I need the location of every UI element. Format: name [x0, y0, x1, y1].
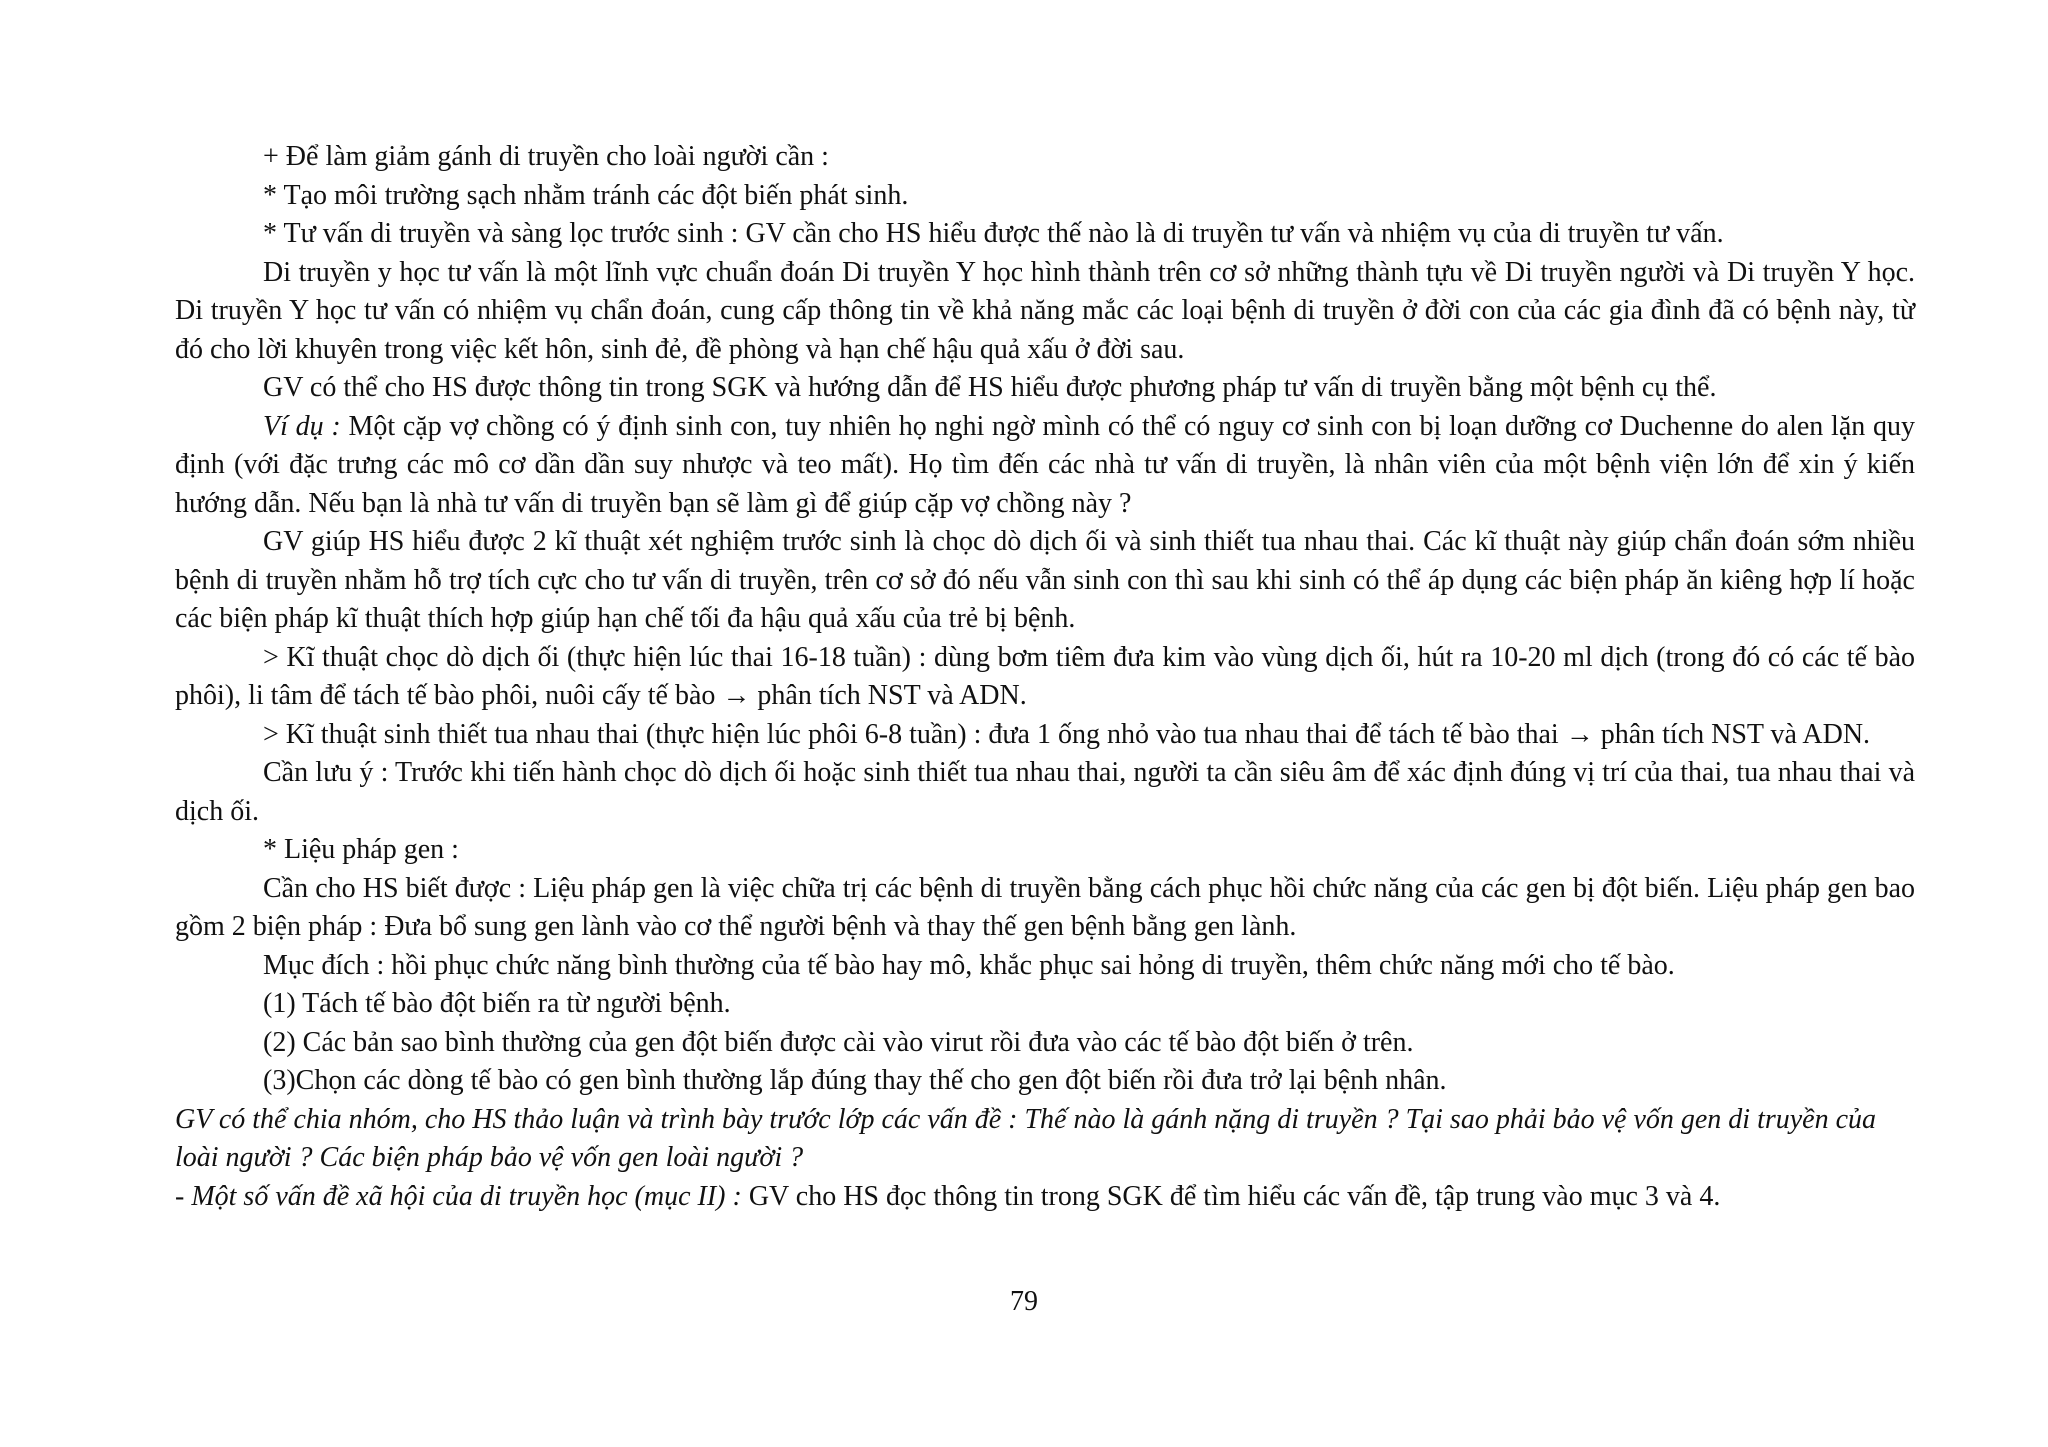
example-text: Một cặp vợ chồng có ý định sinh con, tuy nhiên họ nghi ngờ mình có thể có nguy cơ sinh con bị loạn dưỡng cơ Duchenne do alen lặn quy định (với đặc trưng các mô cơ dần dần suy nhược và teo mất). Họ tìm đến các nhà tư vấn di truyền, là nhân viên của một bệnh viện lớn để xin ý kiến hướng dẫn. Nếu bạn là nhà tư vấn di truyền bạn sẽ làm gì để giúp cặp vợ chồng này ?	[175, 410, 1915, 519]
paragraph-step-3: (3)Chọn các dòng tế bào có gen bình thường lắp đúng thay thế cho gen đột biến rồi đưa trở lại bệnh nhân.	[263, 1065, 1447, 1096]
paragraph-gene-therapy-purpose: Mục đích : hồi phục chức năng bình thường của tế bào hay mô, khắc phục sai hỏng di truyền, thêm chức năng mới cho tế bào.	[263, 949, 1675, 981]
paragraph-gene-burden-intro: + Để làm giảm gánh di truyền cho loài người cần :	[263, 141, 829, 172]
social-issues-text: GV cho HS đọc thông tin trong SGK để tìm hiểu các vấn đề, tập trung vào mục 3 và 4.	[741, 1180, 1721, 1212]
paragraph-group-discussion: GV có thể chia nhóm, cho HS thảo luận và trình bày trước lớp các vấn đề : Thế nào là gánh nặng di truyền ? Tại sao phải bảo vệ vốn gen di truyền của loài người ? Các biện pháp bảo vệ vốn gen loài người ?	[175, 1103, 1877, 1173]
paragraph-example	[175, 408, 1915, 524]
paragraph-clean-environment: * Tạo môi trường sạch nhằm tránh các đột biến phát sinh.	[263, 179, 909, 211]
paragraph-prenatal-techniques: GV giúp HS hiểu được 2 kĩ thuật xét nghiệm trước sinh là chọc dò dịch ối và sinh thiết tua nhau thai. Các kĩ thuật này giúp chẩn đoán sớm nhiều bệnh di truyền nhằm hỗ trợ tích cực cho tư vấn di truyền, trên cơ sở đó nếu vẫn sinh con thì sau khi sinh có thể áp dụng các biện pháp ăn kiêng hợp lí hoặc các biện pháp kĩ thuật thích hợp giúp hạn chế tối đa hậu quả xấu của trẻ bị bệnh.	[175, 526, 1915, 634]
paragraph-gene-therapy-definition: Cần cho HS biết được : Liệu pháp gen là việc chữa trị các bệnh di truyền bằng cách phục hồi chức năng của các gen bị đột biến. Liệu pháp gen bao gồm 2 biện pháp : Đưa bổ sung gen lành vào cơ thể người bệnh và thay thế gen bệnh bằng gen lành.	[175, 872, 1915, 942]
paragraph-social-issues	[175, 1178, 1915, 1217]
paragraph-step-2: (2) Các bản sao bình thường của gen đột biến được cài vào virut rồi đưa vào các tế bào đột biến ở trên.	[263, 1026, 1414, 1058]
paragraph-amniocentesis: > Kĩ thuật chọc dò dịch ối (thực hiện lúc thai 16-18 tuần) : dùng bơm tiêm đưa kim vào vùng dịch ối, hút ra 10-20 ml dịch (trong đó có các tế bào phôi), li tâm để tách tế bào phôi, nuôi cấy tế bào → phân tích NST và ADN.	[175, 641, 1915, 711]
document-body	[175, 138, 1915, 1216]
social-issues-label: - Một số vấn đề xã hội của di truyền học (mục II) :	[175, 1180, 742, 1212]
paragraph-chorionic-villus-sampling: > Kĩ thuật sinh thiết tua nhau thai (thực hiện lúc phôi 6-8 tuần) : đưa 1 ống nhỏ vào tua nhau thai để tách tế bào thai → phân tích NST và ADN.	[263, 718, 1871, 750]
paragraph-gene-therapy-heading: * Liệu pháp gen :	[263, 834, 459, 865]
page-number: 79	[1010, 1286, 1038, 1317]
paragraph-genetic-counseling: * Tư vấn di truyền và sàng lọc trước sinh : GV cần cho HS hiểu được thế nào là di truyền tư vấn và nhiệm vụ của di truyền tư vấn.	[263, 218, 1724, 249]
example-label: Ví dụ :	[263, 410, 341, 442]
paragraph-teacher-guidance: GV có thể cho HS được thông tin trong SGK và hướng dẫn để HS hiểu được phương pháp tư vấn di truyền bằng một bệnh cụ thể.	[263, 372, 1717, 403]
paragraph-medical-genetics-definition: Di truyền y học tư vấn là một lĩnh vực chuẩn đoán Di truyền Y học hình thành trên cơ sở những thành tựu về Di truyền người và Di truyền Y học. Di truyền Y học tư vấn có nhiệm vụ chẩn đoán, cung cấp thông tin về khả năng mắc các loại bệnh di truyền ở đời con của các gia đình đã có bệnh này, từ đó cho lời khuyên trong việc kết hôn, sinh đẻ, đề phòng và hạn chế hậu quả xấu ở đời sau.	[175, 256, 1915, 365]
paragraph-ultrasound-note: Cần lưu ý : Trước khi tiến hành chọc dò dịch ối hoặc sinh thiết tua nhau thai, người ta cần siêu âm để xác định đúng vị trí của thai, tua nhau thai và dịch ối.	[175, 757, 1915, 827]
paragraph-step-1: (1) Tách tế bào đột biến ra từ người bệnh.	[263, 988, 731, 1019]
